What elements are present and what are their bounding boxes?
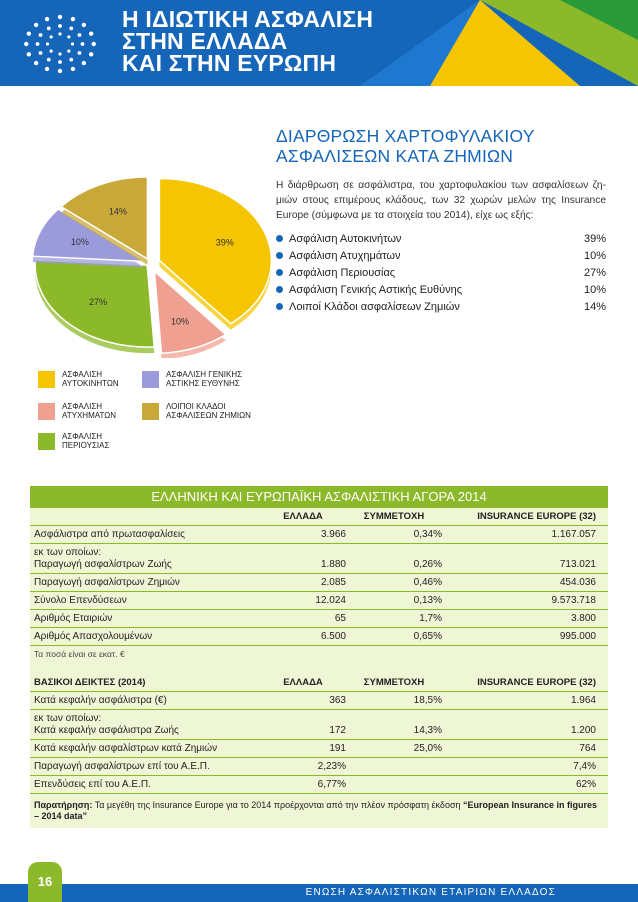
pie-slice-label: 14% [108, 206, 127, 217]
row-sublabel: εκ των οποίων: [34, 547, 102, 558]
list-item [276, 247, 606, 264]
row-label: Ασφάλιστρα από πρωτασφαλίσεις [34, 529, 185, 540]
logo-dot [34, 23, 38, 27]
footnote-label: Παρατήρηση: [34, 800, 93, 810]
cell-greece: 172 [329, 725, 346, 736]
legend-label-line: ΑΣΦΑΛΙΣΗ [62, 402, 103, 411]
cell-greece: 6.500 [320, 631, 346, 642]
logo-dot [34, 61, 38, 65]
pie-slice-label: 27% [89, 296, 108, 307]
logo-dot [71, 17, 75, 21]
column-header: ΒΑΣΙΚΟΙ ΔΕΙΚΤΕΣ (2014) [34, 677, 146, 688]
list-item [276, 298, 606, 315]
legend-label-line: ΠΕΡΙΟΥΣΙΑΣ [62, 441, 110, 450]
cell-europe: 713.021 [559, 559, 596, 570]
chart-legend [38, 370, 278, 460]
cell-greece: 3.966 [320, 529, 346, 540]
legend-item [142, 402, 266, 420]
logo-dot [82, 61, 86, 65]
row-label: Παραγωγή ασφαλίστρων επί του Α.Ε.Π. [34, 761, 210, 772]
portfolio-pie-chart [20, 168, 280, 358]
legend-swatch [38, 433, 55, 450]
logo-dot [58, 15, 62, 19]
logo-dot [92, 42, 96, 46]
cell-share: 18,5% [413, 695, 442, 706]
table-header-row [30, 508, 608, 526]
logo-dot [82, 23, 86, 27]
cell-greece: 2.085 [320, 577, 346, 588]
logo-dot [67, 49, 70, 52]
legend-swatch [38, 371, 55, 388]
cell-europe: 454.036 [559, 577, 596, 588]
column-header: ΣΥΜΜΕΤΟΧΗ [363, 511, 425, 522]
section-title-line: ΑΣΦΑΛΙΣΕΩΝ ΚΑΤΑ ΖΗΜΙΩΝ [276, 146, 514, 166]
legend-item [38, 432, 162, 450]
row-label: Αριθμός Εταιριών [34, 613, 113, 624]
logo-dot [81, 42, 85, 46]
logo-dot [67, 35, 70, 38]
table-row [30, 710, 608, 740]
row-label: Παραγωγή ασφαλίστρων Ζωής [34, 559, 172, 570]
logo-dot [45, 67, 49, 71]
row-label: Παραγωγή ασφαλίστρων Ζημιών [34, 577, 180, 588]
breakdown-label: Ασφάλιση Περιουσίας [289, 266, 396, 279]
header-title-line: ΚΑΙ ΣΤΗΝ ΕΥΡΩΠΗ [122, 50, 337, 76]
dotted-globe-logo-icon [14, 10, 106, 78]
logo-dot [45, 17, 49, 21]
cell-europe: 7,4% [573, 761, 596, 772]
cell-europe: 3.800 [570, 613, 596, 624]
section-title [276, 126, 616, 166]
list-item [276, 281, 606, 298]
legend-label-line: ΑΣΦΑΛΙΣΕΩΝ ΖΗΜΙΩΝ [166, 411, 251, 420]
logo-dot [58, 52, 61, 55]
row-label: Επενδύσεις επί του Α.Ε.Π. [34, 779, 151, 790]
table-row [30, 574, 608, 592]
logo-dot [46, 42, 49, 45]
legend-label-line: ΑΤΥΧΗΜΑΤΩΝ [62, 411, 116, 420]
column-header: ΕΛΛΑΔΑ [283, 677, 323, 688]
cell-greece: 2,23% [317, 761, 346, 772]
table-header-row [30, 674, 608, 692]
table-row [30, 776, 608, 794]
logo-dot [36, 42, 40, 46]
cell-share: 0,34% [413, 529, 442, 540]
legend-swatch [142, 403, 159, 420]
breakdown-label: Λοιποί Κλάδοι ασφαλίσεων Ζημιών [289, 300, 460, 313]
breakdown-value: 10% [583, 283, 606, 296]
cell-europe: 62% [575, 779, 596, 790]
page-number: 16 [28, 862, 62, 902]
cell-greece: 1.880 [320, 559, 346, 570]
table-row [30, 526, 608, 544]
cell-greece: 12.024 [315, 595, 346, 606]
logo-dot [78, 51, 82, 55]
logo-dot [69, 58, 73, 62]
pie-slice-label: 39% [215, 237, 234, 248]
cell-share: 1,7% [419, 613, 442, 624]
table-row [30, 544, 608, 574]
logo-dot [89, 52, 93, 56]
breakdown-value: 39% [583, 232, 606, 245]
header-title [122, 8, 373, 74]
cell-europe: 764 [579, 743, 596, 754]
section-title-line: ΔΙΑΡΘΡΩΣΗ ΧΑΡΤΟΦΥΛΑΚΙΟΥ [276, 126, 535, 146]
breakdown-label: Ασφάλιση Γενικής Αστικής Ευθύνης [289, 283, 463, 296]
cell-greece: 65 [334, 613, 346, 624]
footnote-text: Τα μεγέθη της Insurance Europe για το 2014 προέρχονται από την πλέον πρόσφατη έκδοση [92, 800, 464, 810]
table-row [30, 758, 608, 776]
list-item [276, 264, 606, 281]
legend-label-line: ΑΣΦΑΛΙΣΗ [62, 370, 103, 379]
row-label: Σύνολο Επενδύσεων [34, 595, 127, 606]
page-footer [0, 884, 638, 902]
page-header [0, 0, 638, 86]
logo-dot [39, 51, 43, 55]
logo-dot [58, 24, 62, 28]
cell-greece: 363 [329, 695, 346, 706]
logo-dot [58, 60, 62, 64]
table-row [30, 740, 608, 758]
cell-share: 14,3% [413, 725, 442, 736]
logo-dot [47, 58, 51, 62]
legend-label-line: ΑΥΤΟΚΙΝΗΤΩΝ [62, 379, 119, 388]
row-label: Κατά κεφαλήν ασφάλιστρα Ζωής [34, 725, 179, 736]
footnote-source: “European Insurance in figures – 2014 data” [34, 800, 598, 821]
column-header: ΕΛΛΑΔΑ [283, 511, 323, 522]
cell-europe: 1.964 [570, 695, 596, 706]
pie-slice-label: 10% [70, 237, 89, 248]
header-title-line: ΣΤΗΝ ΕΛΛΑΔΑ [122, 28, 288, 54]
logo-dot [71, 67, 75, 71]
legend-item [142, 370, 266, 388]
table-row [30, 628, 608, 646]
logo-dot [58, 32, 61, 35]
pie-slice-label: 10% [170, 316, 189, 327]
logo-dot [78, 33, 82, 37]
legend-swatch [38, 403, 55, 420]
cell-share: 0,13% [413, 595, 442, 606]
cell-share: 0,46% [413, 577, 442, 588]
logo-dot [27, 52, 31, 56]
column-header: ΣΥΜΜΕΤΟΧΗ [363, 677, 425, 688]
amounts-note: Τα ποσά είναι σε εκατ. € [34, 649, 125, 659]
logo-dot [50, 35, 53, 38]
table-footnote [30, 794, 608, 822]
cell-europe: 995.000 [559, 631, 596, 642]
cell-share: 25,0% [413, 743, 442, 754]
logo-dot [50, 49, 53, 52]
cell-europe: 1.167.057 [551, 529, 596, 540]
row-label: Κατά κεφαλήν ασφαλίστρων κατά Ζημιών [34, 743, 218, 754]
row-sublabel: εκ των οποίων: [34, 713, 102, 724]
cell-greece: 191 [329, 743, 346, 754]
cell-share: 0,65% [413, 631, 442, 642]
list-item [276, 230, 606, 247]
row-label: Κατά κεφαλήν ασφάλιστρα (€) [34, 695, 167, 706]
market-table [30, 486, 608, 828]
table-row [30, 692, 608, 710]
table-row [30, 610, 608, 628]
legend-swatch [142, 371, 159, 388]
legend-label-line: ΑΣΦΑΛΙΣΗ ΓΕΝΙΚΗΣ [166, 370, 243, 379]
footer-organization: ΕΝΩΣΗ ΑΣΦΑΛΙΣΤΙΚΩΝ ΕΤΑΙΡΙΩΝ ΕΛΛΑΔΟΣ [305, 887, 556, 898]
cell-europe: 9.573.718 [551, 595, 596, 606]
breakdown-value: 14% [583, 300, 606, 313]
intro-paragraph: Η διάρθρωση σε ασφάλιστρα, του χαρτοφυλακίου των ασφαλίσεων ζη-μιών στους επιμέρους κλάδους, των 32 χωρών μελών της Insurance Europe (σύμφωνα με τα στοιχεία του 2014), είχε ως εξής: [276, 180, 606, 221]
breakdown-value: 27% [583, 266, 606, 279]
breakdown-value: 10% [583, 249, 606, 262]
legend-label-line: ΛΟΙΠΟΙ ΚΛΑΔΟΙ [166, 402, 226, 411]
column-header: INSURANCE EUROPE (32) [477, 511, 596, 522]
logo-dot [89, 31, 93, 35]
column-header: INSURANCE EUROPE (32) [477, 677, 596, 688]
logo-dot [24, 42, 28, 46]
breakdown-list [276, 230, 606, 315]
cell-share: 0,26% [413, 559, 442, 570]
logo-dot [71, 42, 74, 45]
legend-label-line: ΑΣΦΑΛΙΣΗ [62, 432, 103, 441]
table-row [30, 592, 608, 610]
header-title-line: Η ΙΔΙΩΤΙΚΗ ΑΣΦΑΛΙΣΗ [122, 6, 374, 32]
breakdown-label: Ασφάλιση Αυτοκινήτων [289, 232, 402, 245]
logo-dot [27, 31, 31, 35]
legend-label-line: ΑΣΤΙΚΗΣ ΕΥΘΥΝΗΣ [166, 379, 240, 388]
table-title: ΕΛΛΗΝΙΚΗ ΚΑΙ ΕΥΡΩΠΑΪΚΗ ΑΣΦΑΛΙΣΤΙΚΗ ΑΓΟΡΑ 2014 [30, 486, 608, 508]
row-label: Αριθμός Απασχολουμένων [34, 631, 153, 642]
logo-dot [39, 33, 43, 37]
logo-dot [47, 27, 51, 31]
breakdown-label: Ασφάλιση Ατυχημάτων [289, 249, 401, 262]
cell-europe: 1.200 [570, 725, 596, 736]
logo-dot [69, 27, 73, 31]
cell-greece: 6,77% [317, 779, 346, 790]
logo-dot [58, 69, 62, 73]
